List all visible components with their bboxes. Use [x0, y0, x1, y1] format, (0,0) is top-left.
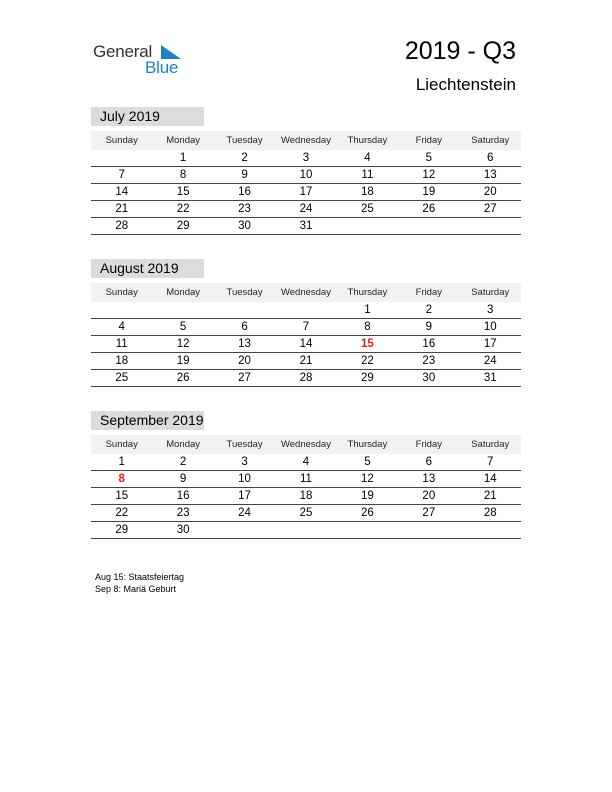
day-cell: 17: [483, 338, 497, 350]
weekday-label: Monday: [166, 439, 201, 450]
day-cell: 17: [238, 490, 251, 502]
day-cell: 16: [422, 338, 436, 350]
company-logo: [93, 42, 193, 78]
day-cell: 6: [241, 321, 248, 333]
day-cell: 22: [361, 355, 374, 367]
day-cell: 29: [176, 220, 190, 232]
day-cell: 3: [302, 152, 310, 164]
day-cell: 16: [238, 186, 251, 198]
day-cell: 5: [425, 152, 433, 164]
week-row: [91, 471, 521, 488]
weekday-label: Friday: [415, 287, 443, 298]
day-cell: 11: [300, 473, 312, 485]
day-cell: 1: [118, 456, 125, 468]
day-cell: [275, 522, 336, 538]
day-cell: 27: [238, 372, 251, 384]
weekday-label: Thursday: [347, 439, 388, 450]
week-rows: [91, 302, 521, 387]
month-title: August 2019: [91, 259, 204, 278]
weekday-label: Sunday: [105, 287, 138, 298]
day-cell: [275, 302, 336, 318]
day-cell: 30: [238, 220, 251, 232]
day-cell: 19: [422, 186, 436, 198]
week-row: [91, 218, 521, 235]
weekday-label: Wednesday: [280, 135, 331, 146]
day-cell: 19: [361, 490, 374, 502]
day-cell: 4: [118, 321, 125, 333]
week-row: [91, 522, 521, 539]
day-cell: 13: [238, 338, 251, 350]
week-rows: [91, 454, 521, 539]
day-cell: 4: [302, 456, 310, 468]
day-cell: 5: [179, 321, 187, 333]
day-cell: 30: [422, 372, 436, 384]
weekday-label: Tuesday: [226, 287, 263, 298]
weekday-label: Wednesday: [280, 287, 331, 298]
month-calendar-september: [91, 411, 521, 539]
day-cell: 22: [115, 507, 129, 519]
day-cell: 18: [361, 186, 374, 198]
holiday-day-cell: 15: [361, 338, 374, 350]
day-cell: 10: [483, 321, 497, 333]
weekday-label: Monday: [166, 287, 201, 298]
weekday-label: Friday: [415, 439, 443, 450]
weekday-label: Saturday: [471, 439, 510, 450]
day-cell: [460, 218, 521, 234]
week-row: [91, 302, 521, 319]
day-cell: 1: [364, 304, 371, 316]
day-cell: 27: [422, 507, 436, 519]
day-cell: 16: [176, 490, 190, 502]
day-cell: [91, 150, 152, 166]
holiday-note: Sep 8: Mariä Geburt: [95, 584, 177, 594]
day-cell: 1: [179, 152, 187, 164]
month-title: September 2019: [91, 411, 204, 430]
week-row: [91, 488, 521, 505]
logo-triangle-icon: [161, 45, 181, 59]
day-cell: [152, 302, 213, 318]
day-cell: 26: [176, 372, 190, 384]
day-cell: 31: [299, 220, 313, 232]
weekday-header-row: [91, 283, 521, 302]
day-cell: 29: [361, 372, 374, 384]
week-row: [91, 319, 521, 336]
logo-text-blue: Blue: [145, 58, 179, 77]
day-cell: 15: [115, 490, 129, 502]
weekday-label: Monday: [166, 135, 201, 146]
week-row: [91, 454, 521, 471]
day-cell: [398, 522, 459, 538]
day-cell: 12: [176, 338, 190, 350]
day-cell: [337, 522, 398, 538]
day-cell: 20: [422, 490, 436, 502]
day-cell: 10: [299, 169, 313, 181]
day-cell: 18: [299, 490, 313, 502]
day-cell: 24: [299, 203, 313, 215]
week-row: [91, 370, 521, 387]
week-row: [91, 184, 521, 201]
week-rows: [91, 150, 521, 235]
day-cell: 28: [115, 220, 129, 232]
page-title: 2019 - Q3: [404, 37, 516, 65]
weekday-label: Tuesday: [226, 439, 263, 450]
day-cell: 14: [299, 338, 313, 350]
weekday-header-row: [91, 435, 521, 454]
day-cell: 21: [115, 203, 129, 215]
weekday-label: Sunday: [105, 135, 138, 146]
day-cell: 31: [483, 372, 497, 384]
day-cell: 9: [241, 169, 248, 181]
weekday-label: Thursday: [347, 287, 388, 298]
day-cell: 2: [179, 456, 187, 468]
day-cell: 14: [115, 186, 129, 198]
day-cell: 23: [176, 507, 190, 519]
weekday-label: Wednesday: [280, 439, 331, 450]
day-cell: 8: [179, 169, 187, 181]
logo-text-general: General: [93, 42, 153, 61]
weekday-label: Sunday: [105, 439, 138, 450]
day-cell: 18: [115, 355, 129, 367]
holiday-notes: [95, 571, 184, 595]
day-cell: 19: [176, 355, 190, 367]
day-cell: 7: [118, 169, 125, 181]
day-cell: 25: [299, 507, 313, 519]
day-cell: 21: [483, 490, 497, 502]
week-row: [91, 336, 521, 353]
day-cell: 25: [361, 203, 374, 215]
weekday-header-row: [91, 131, 521, 150]
country-name: Liechtenstein: [415, 75, 516, 94]
day-cell: [214, 302, 275, 318]
day-cell: 20: [483, 186, 497, 198]
week-row: [91, 353, 521, 370]
day-cell: 7: [487, 456, 494, 468]
day-cell: 13: [422, 473, 436, 485]
day-cell: 23: [238, 203, 251, 215]
day-cell: 28: [483, 507, 497, 519]
day-cell: 26: [422, 203, 436, 215]
weekday-label: Saturday: [471, 287, 510, 298]
day-cell: 17: [299, 186, 313, 198]
day-cell: 25: [115, 372, 129, 384]
day-cell: 3: [487, 304, 494, 316]
day-cell: 6: [487, 152, 494, 164]
weekday-label: Thursday: [347, 135, 388, 146]
day-cell: [91, 302, 152, 318]
weekday-label: Friday: [415, 135, 443, 146]
day-cell: 4: [364, 152, 371, 164]
weekday-label: Tuesday: [226, 135, 263, 146]
day-cell: 20: [238, 355, 251, 367]
day-cell: 11: [115, 338, 128, 350]
day-cell: 12: [361, 473, 374, 485]
day-cell: [337, 218, 398, 234]
day-cell: 3: [241, 456, 248, 468]
day-cell: 24: [238, 507, 251, 519]
day-cell: [398, 218, 459, 234]
weekday-label: Saturday: [471, 135, 510, 146]
month-calendar-july: [91, 107, 521, 235]
day-cell: 23: [422, 355, 436, 367]
week-row: [91, 505, 521, 522]
day-cell: [214, 522, 275, 538]
day-cell: 2: [425, 304, 433, 316]
holiday-note: Aug 15: Staatsfeiertag: [95, 572, 185, 582]
day-cell: 7: [302, 321, 310, 333]
day-cell: 2: [241, 152, 248, 164]
day-cell: 26: [361, 507, 374, 519]
day-cell: 6: [425, 456, 433, 468]
day-cell: 29: [115, 524, 129, 536]
day-cell: 12: [422, 169, 436, 181]
day-cell: 14: [483, 473, 497, 485]
week-row: [91, 167, 521, 184]
day-cell: 22: [176, 203, 190, 215]
day-cell: 13: [483, 169, 497, 181]
day-cell: 28: [299, 372, 313, 384]
day-cell: 27: [483, 203, 497, 215]
day-cell: 9: [425, 321, 433, 333]
day-cell: 21: [299, 355, 313, 367]
day-cell: 10: [238, 473, 251, 485]
day-cell: 8: [364, 321, 371, 333]
month-calendar-august: [91, 259, 521, 387]
day-cell: 15: [176, 186, 190, 198]
day-cell: 11: [361, 169, 374, 181]
holiday-day-cell: 8: [118, 473, 125, 485]
day-cell: 9: [179, 473, 187, 485]
week-row: [91, 150, 521, 167]
day-cell: 30: [176, 524, 190, 536]
day-cell: 5: [364, 456, 371, 468]
month-title: July 2019: [91, 107, 204, 126]
day-cell: [460, 522, 521, 538]
week-row: [91, 201, 521, 218]
day-cell: 24: [483, 355, 497, 367]
